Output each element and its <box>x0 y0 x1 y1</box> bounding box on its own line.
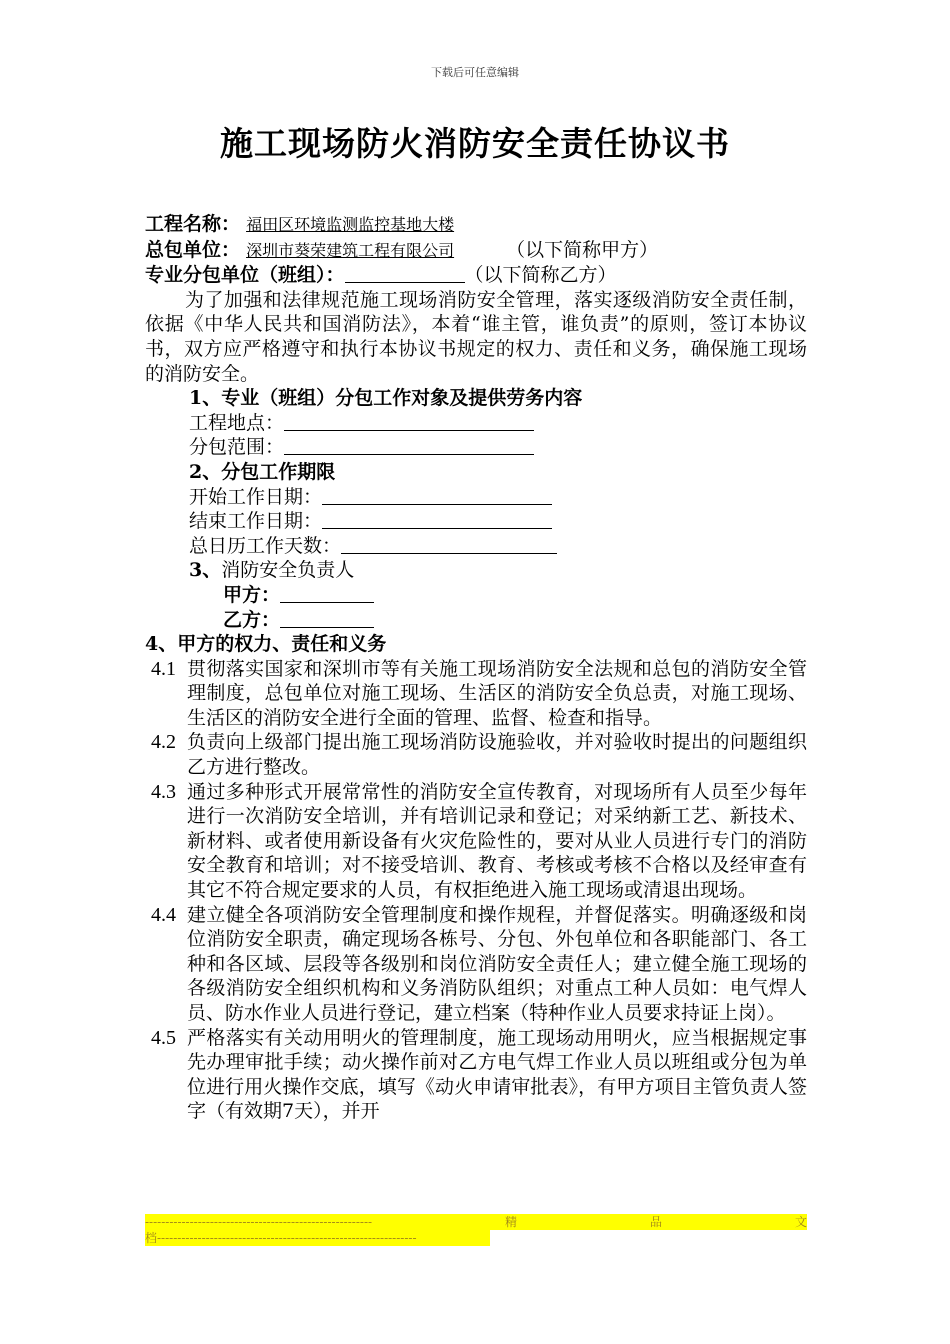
subcontractor-note: （以下简称乙方） <box>464 264 617 287</box>
item-number: 4.4 <box>151 903 176 926</box>
list-item <box>145 730 807 779</box>
intro-paragraph: 为了加强和法律规范施工现场消防安全管理，落实逐级消防安全责任制，依据《中华人民共和国消防法》，本着“谁主管，谁负责”的原则，签订本协议书，双方应严格遵守和执行本协议书规定的权力、责任和义务，确保施工现场的消防安全。 <box>145 288 807 385</box>
scope-blank <box>284 436 534 455</box>
end-date-label: 结束工作日期： <box>189 510 323 533</box>
list-item <box>145 780 807 903</box>
item-number: 4.3 <box>151 780 176 803</box>
project-name-row <box>145 212 807 238</box>
footer-watermark <box>145 1214 807 1246</box>
document-body <box>145 212 807 1124</box>
item-number: 4.1 <box>151 657 176 680</box>
party-b-row <box>145 608 807 633</box>
party-a-blank <box>280 584 374 603</box>
scope-row <box>145 435 807 460</box>
item-number: 4.5 <box>151 1026 176 1049</box>
total-days-label: 总日历工作天数： <box>189 534 342 557</box>
section3-number: 3、 <box>189 559 222 582</box>
list-item <box>145 1026 807 1124</box>
contractor-value: 深圳市葵荣建筑工程有限公司 <box>246 240 455 260</box>
scope-label: 分包范围： <box>189 436 285 459</box>
contractor-note: （以下简称甲方） <box>506 238 659 261</box>
start-date-blank <box>322 486 552 505</box>
contractor-row <box>145 238 807 264</box>
item-text: 负责向上级部门提出施工现场消防设施验收，并对验收时提出的问题组织乙方进行整改。 <box>187 731 807 779</box>
party-a-label: 甲方： <box>223 583 281 606</box>
total-days-row <box>145 534 807 559</box>
location-label: 工程地点： <box>189 411 285 434</box>
contractor-label: 总包单位： <box>145 238 241 261</box>
header-note: 下载后可任意编辑 <box>431 66 519 79</box>
section4-heading: 4、甲方的权力、责任和义务 <box>145 633 387 656</box>
project-name-label: 工程名称： <box>145 213 241 235</box>
section3-heading <box>145 558 807 583</box>
document-title: 施工现场防火消防安全责任协议书 <box>220 124 730 163</box>
start-date-label: 开始工作日期： <box>189 485 323 508</box>
start-date-row <box>145 485 807 510</box>
end-date-blank <box>322 510 552 529</box>
item-text: 严格落实有关动用明火的管理制度，施工现场动用明火，应当根据规定事先办理审批手续；动火操作前对乙方电气焊工作业人员以班组或分包为单位进行用火操作交底，填写《动火申请审批表》，有甲方项目主管负责人签字（有效期7天），并开 <box>187 1026 807 1123</box>
subcontractor-row <box>145 263 807 288</box>
item-text: 贯彻落实国家和深圳市等有关施工现场消防安全法规和总包的消防安全管理制度，总包单位对施工现场、生活区的消防安全负总责，对施工现场、生活区的消防安全进行全面的管理、监督、检查和指导。 <box>187 657 807 729</box>
total-days-blank <box>341 535 557 554</box>
list-item <box>145 657 807 731</box>
subcontractor-blank <box>345 264 465 283</box>
subcontractor-label: 专业分包单位（班组）： <box>145 264 345 287</box>
section3-title: 消防安全负责人 <box>221 559 355 582</box>
footer-dashes: -------------------------------------------------------- <box>145 1215 373 1229</box>
section2-heading: 2、分包工作期限 <box>189 460 336 483</box>
footer-char-2: 品 <box>649 1215 662 1229</box>
end-date-row <box>145 509 807 534</box>
party-b-blank <box>280 609 374 628</box>
party-a-row <box>145 583 807 608</box>
footer-char-1: 精 <box>505 1215 518 1229</box>
location-blank <box>284 412 534 431</box>
party-b-label: 乙方： <box>223 608 281 631</box>
location-row <box>145 411 807 436</box>
item-number: 4.2 <box>151 731 176 754</box>
item-text: 通过多种形式开展常常性的消防安全宣传教育，对现场所有人员至少每年进行一次消防安全培训，并有培训记录和登记；对采纳新工艺、新技术、新材料、或者使用新设备有火灾危险性的，要对从业人员进行专门的消防安全教育和培训；对不接受培训、教育、考核或考核不合格以及经审查有其它不符合规定要求的人员，有权拒绝进入施工现场或清退出现场。 <box>187 780 807 902</box>
footer-row-2: 档---------------------------------------------------------------- <box>145 1230 490 1246</box>
list-item <box>145 903 807 1026</box>
section1-heading: 1、专业（班组）分包工作对象及提供劳务内容 <box>189 387 583 410</box>
item-text: 建立健全各项消防安全管理制度和操作规程，并督促落实。明确逐级和岗位消防安全职责，确定现场各栋号、分包、外包单位和各职能部门、各工种和各区域、层段等各级别和岗位消防安全责任人；建立健全施工现场的各级消防安全组织机构和义务消防队组织；对重点工种人员如：电气焊人员、防水作业人员进行登记，建立档案（特种作业人员要求持证上岗）。 <box>187 903 807 1024</box>
project-name-value: 福田区环境监测监控基地大楼 <box>246 215 455 234</box>
footer-char-3: 文 <box>794 1215 807 1229</box>
